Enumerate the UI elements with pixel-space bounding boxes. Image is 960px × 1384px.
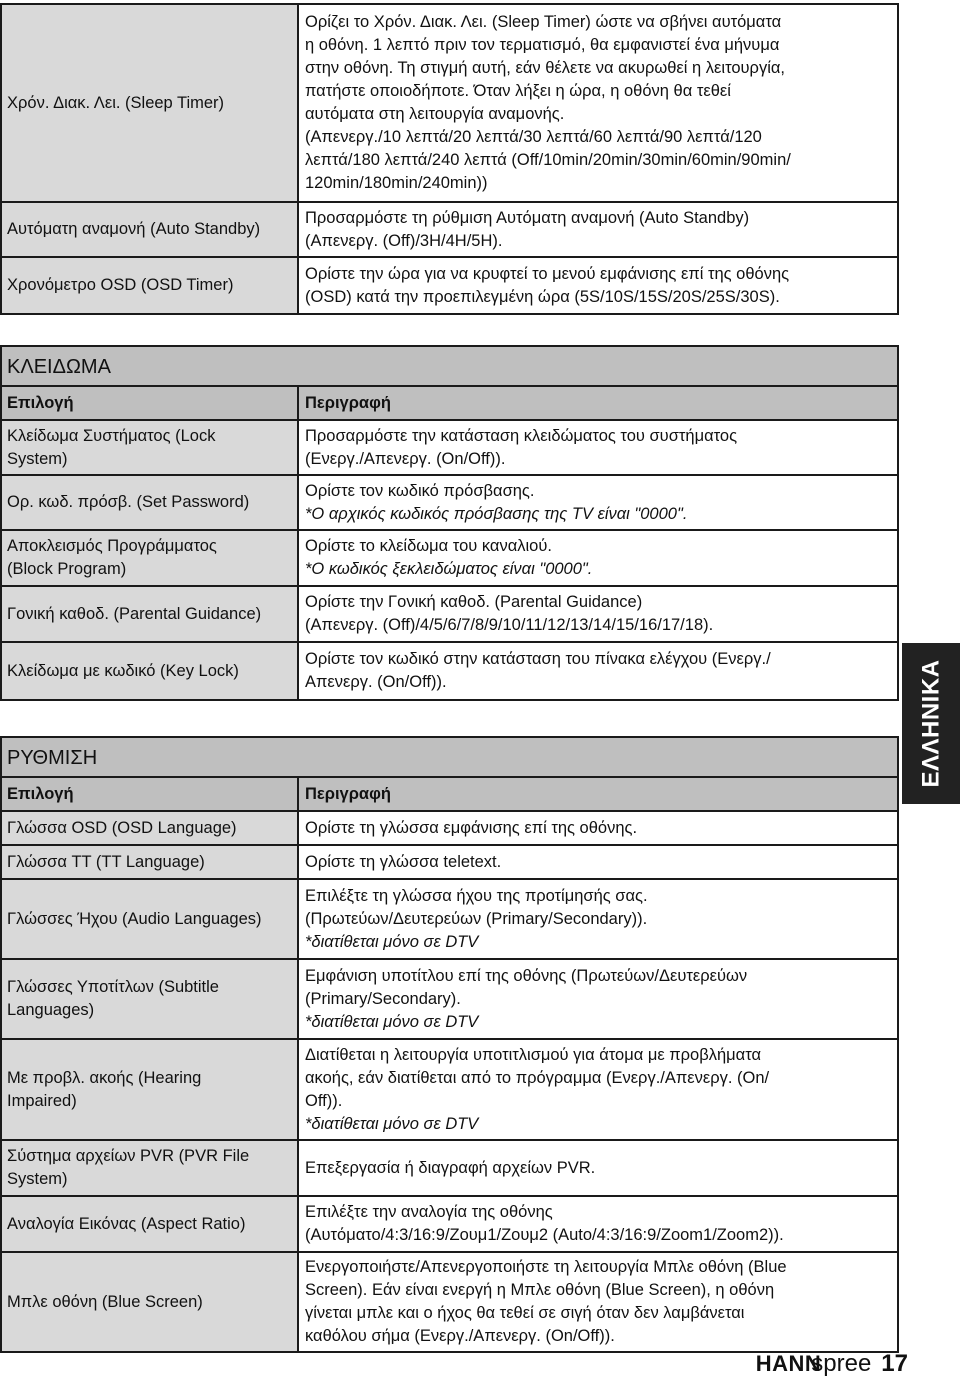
description-cell: Ορίστε την Γονική καθοδ. (Parental Guidance) (Απενεργ. (Off)/4/5/6/7/8/9/10/11/12/13/14/15/16/17/18). (305, 593, 714, 634)
description-cell: Ενεργοποιήστε/Απενεργοποιήστε τη λειτουργία Μπλε οθόνη (Blue Screen). Εάν είναι ενεργή η Μπλε οθόνη (Blue Screen), η οθόνη γίνεται μπλε και ο ήχος θα τεθεί σε σιγή όταν δεν λαμβάνεται καθόλου σήμα (Ενεργ./Απενεργ. (On/Off)). (305, 1258, 787, 1345)
column-header-description: Περιγραφή (299, 387, 897, 419)
page-number: 17 (881, 1350, 908, 1377)
table-row (2, 810, 897, 844)
note-text: *διατίθεται μόνο σε DTV (305, 1114, 479, 1133)
option-cell: Γλώσσα TT (TT Language) (2, 846, 299, 878)
option-cell: Γλώσσες Ήχου (Audio Languages) (2, 880, 299, 958)
table-row (2, 5, 897, 201)
section-title: ΡΥΘΜΙΣΗ (2, 738, 897, 776)
description-cell: Ορίστε το κλείδωμα του καναλιού. *Ο κωδικός ξεκλειδώματος είναι "0000". (299, 531, 897, 585)
table-row (2, 844, 897, 878)
brand-light: spree (811, 1350, 872, 1377)
option-cell: Κλείδωμα με κωδικό (Key Lock) (2, 643, 299, 699)
brand-logo (756, 1352, 872, 1378)
option-cell: Κλείδωμα Συστήματος (Lock System) (2, 421, 299, 474)
description-cell: Ορίστε τη γλώσσα εμφάνισης επί της οθόνης. (305, 818, 638, 837)
setup-table (0, 736, 899, 1353)
column-header-row (2, 385, 897, 419)
column-header-row (2, 776, 897, 810)
option-cell: Σύστημα αρχείων PVR (PVR File System) (2, 1141, 299, 1195)
description-cell: Επεξεργασία ή διαγραφή αρχείων PVR. (305, 1158, 596, 1177)
table-row (2, 958, 897, 1038)
description-cell: Εμφάνιση υποτίτλου επί της οθόνης (Πρωτεύων/Δευτερεύων (Primary/Secondary). *διατίθεται μόνο σε DTV (299, 960, 897, 1038)
option-cell: Γονική καθοδ. (Parental Guidance) (2, 587, 299, 641)
option-cell: Χρονόμετρο OSD (OSD Timer) (2, 258, 299, 313)
description-cell: Ορίστε τον κωδικό πρόσβασης. *Ο αρχικός κωδικός πρόσβασης της TV είναι "0000". (299, 476, 897, 529)
language-tab-label: ΕΛΛΗΝΙΚΑ (917, 659, 945, 788)
brand-bold: HANN (755, 1351, 822, 1376)
description-cell: Επιλέξτε την αναλογία της οθόνης (Αυτόματο/4:3/16:9/Ζουμ1/Ζουμ2 (Auto/4:3/16:9/Zoom1/Zoom2)). (305, 1203, 784, 1244)
description-cell: Διατίθεται η λειτουργία υποτιτλισμού για άτομα με προβλήματα ακοής, εάν διατίθεται από το πρόγραμμα (Ενεργ./Απενεργ. (On/ Off)). *διατίθεται μόνο σε DTV (299, 1040, 897, 1139)
column-header-description: Περιγραφή (299, 778, 897, 810)
option-cell: Γλώσσα OSD (OSD Language) (2, 812, 299, 844)
table-row (2, 1195, 897, 1251)
table-row (2, 529, 897, 585)
column-header-option: Επιλογή (2, 778, 299, 810)
option-cell: Αναλογία Εικόνας (Aspect Ratio) (2, 1197, 299, 1251)
column-header-option: Επιλογή (2, 387, 299, 419)
option-cell: Αυτόματη αναμονή (Auto Standby) (2, 203, 299, 256)
description-cell: Ορίστε τη γλώσσα teletext. (305, 852, 502, 871)
description-cell: Ορίστε την ώρα για να κρυφτεί το μενού εμφάνισης επί της οθόνης (OSD) κατά την προεπιλεγμένη ώρα (5S/10S/15S/20S/25S/30S). (305, 264, 790, 306)
option-cell: Με προβλ. ακοής (Hearing Impaired) (2, 1040, 299, 1139)
section-title: ΚΛΕΙΔΩΜΑ (2, 347, 897, 385)
table-row (2, 1139, 897, 1195)
option-cell: Γλώσσες Υποτίτλων (Subtitle Languages) (2, 960, 299, 1038)
table-row (2, 585, 897, 641)
table-row (2, 201, 897, 256)
table-row (2, 474, 897, 529)
table-row (2, 1038, 897, 1139)
table-row (2, 878, 897, 958)
sleep-standby-table (0, 3, 899, 315)
note-text: *Ο αρχικός κωδικός πρόσβασης της TV είναι "0000". (305, 504, 688, 523)
note-text: *διατίθεται μόνο σε DTV (305, 932, 479, 951)
option-cell: Αποκλεισμός Προγράμματος (Block Program) (2, 531, 299, 585)
description-cell: Προσαρμόστε τη ρύθμιση Αυτόματη αναμονή (Auto Standby) (Απενεργ. (Off)/3H/4H/5H). (305, 208, 750, 250)
option-cell: Χρόν. Διακ. Λει. (Sleep Timer) (2, 5, 299, 201)
table-row (2, 641, 897, 699)
page-footer (756, 1352, 908, 1378)
note-text: *διατίθεται μόνο σε DTV (305, 1012, 479, 1031)
description-cell: Ορίζει το Χρόν. Διακ. Λει. (Sleep Timer) ώστε να σβήνει αυτόματα η οθόνη. 1 λεπτό πριν τον τερματισμό, θα εμφανιστεί ένα μήνυμα στην οθόνη. Τη στιγμή αυτή, εάν θέλετε να ακυρωθεί η λειτουργία, πατήστε οποιοδήποτε. Όταν λήξει η ώρα, η οθόνη θα τεθεί αυτόματα στη λειτουργία αναμονής. (Απενεργ./10 λεπτά/20 λεπτά/30 λεπτά/60 λεπτά/90 λεπτά/120 λεπτά/180 λεπτά/240 λεπτά (Off/10min/20min/30min/60min/90min/ 120min/180min/240min)) (305, 13, 791, 192)
description-cell: Ορίστε τον κωδικό στην κατάσταση του πίνακα ελέγχου (Ενεργ./ Απενεργ. (On/Off)). (305, 650, 771, 691)
table-row (2, 1251, 897, 1351)
option-cell: Μπλε οθόνη (Blue Screen) (2, 1253, 299, 1351)
description-cell: Επιλέξτε τη γλώσσα ήχου της προτίμησής σας. (Πρωτεύων/Δευτερεύων (Primary/Secondary)). *διατίθεται μόνο σε DTV (299, 880, 897, 958)
description-cell: Προσαρμόστε την κατάσταση κλειδώματος του συστήματος (Ενεργ./Απενεργ. (On/Off)). (305, 426, 738, 468)
option-cell: Ορ. κωδ. πρόσβ. (Set Password) (2, 476, 299, 529)
lock-table (0, 345, 899, 701)
table-row (2, 256, 897, 313)
language-tab (902, 643, 960, 804)
table-row (2, 419, 897, 474)
note-text: *Ο κωδικός ξεκλειδώματος είναι "0000". (305, 560, 593, 578)
